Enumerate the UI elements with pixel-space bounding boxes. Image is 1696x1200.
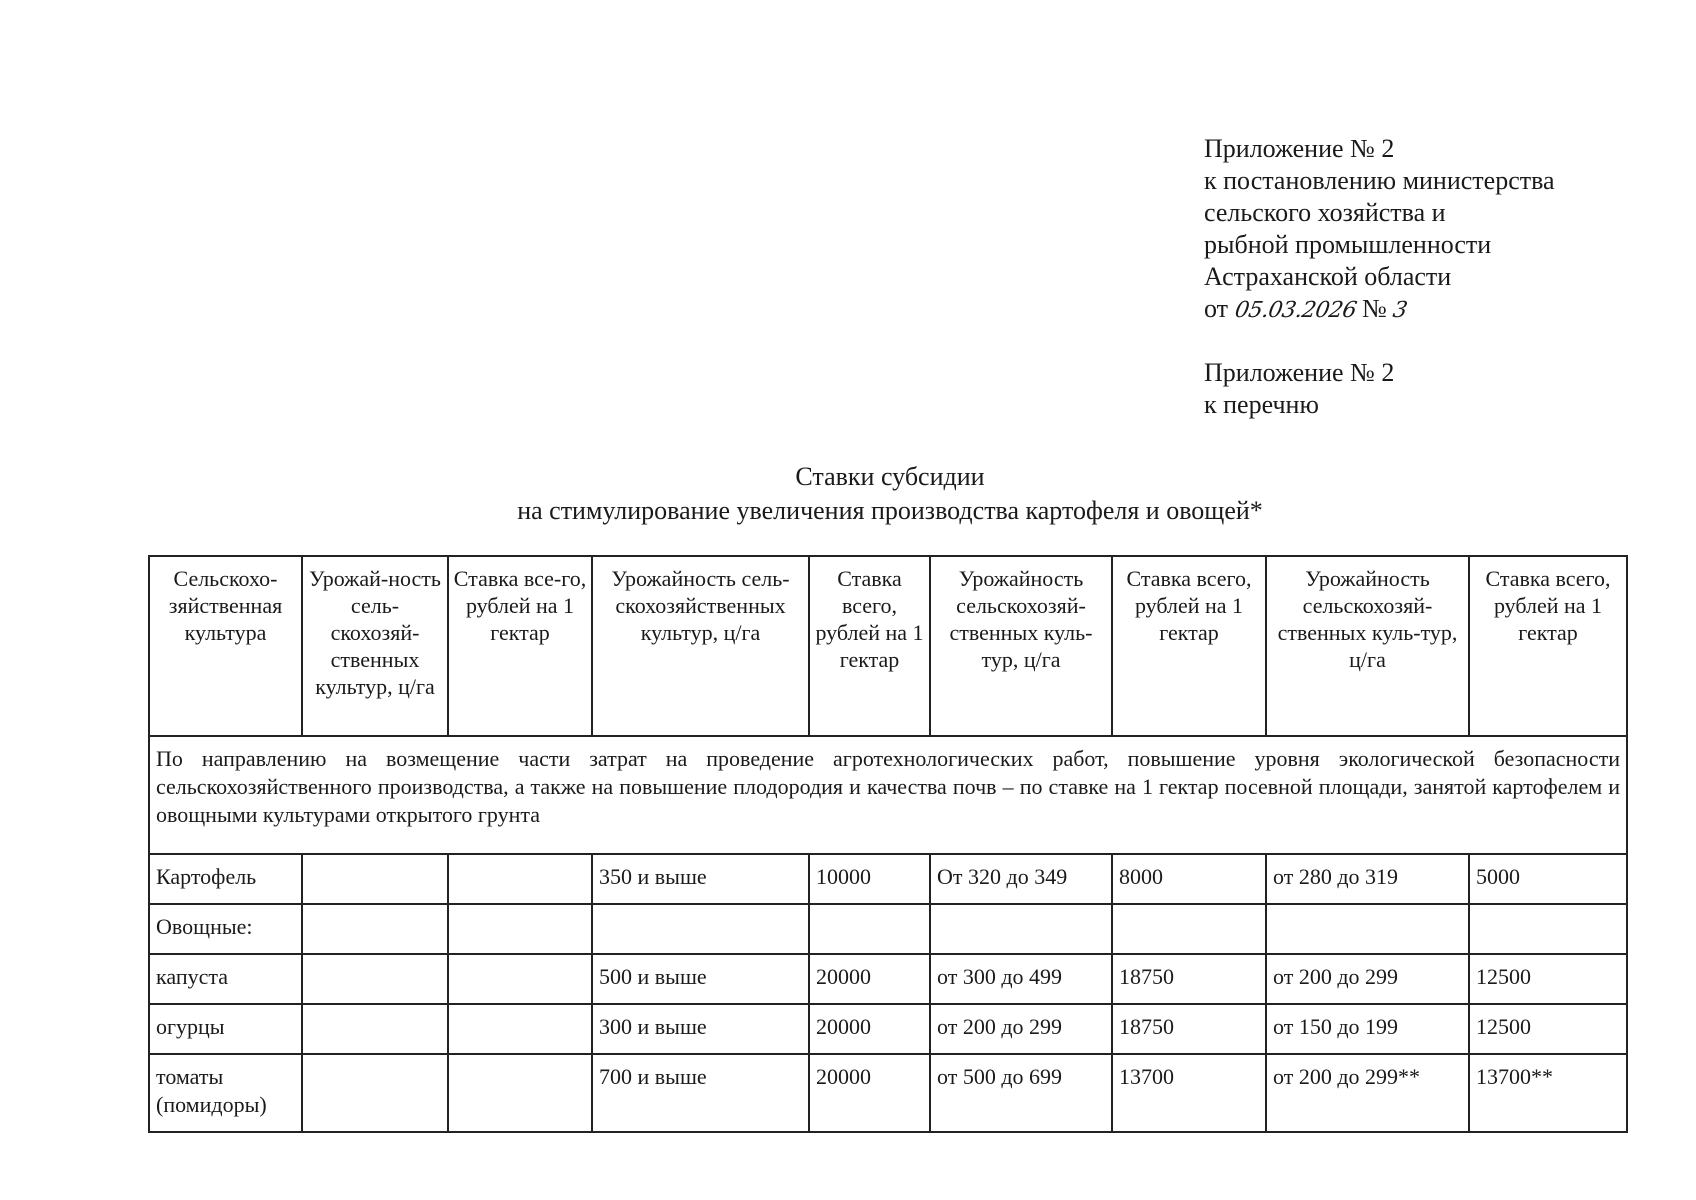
table-cell: от 200 до 299: [930, 1004, 1112, 1054]
header-cell: Урожайность сельскохозяй-ственных куль-тур, ц/га: [930, 556, 1112, 736]
section-note-row: [149, 736, 1627, 854]
header-cell: Ставка всего, рублей на 1 гектар: [809, 556, 930, 736]
table-cell: 20000: [809, 1054, 930, 1132]
appendix-block: [1204, 133, 1555, 421]
table-cell: томаты (помидоры): [149, 1054, 302, 1132]
table-cell: Овощные:: [149, 904, 302, 954]
table-cell: [302, 854, 448, 904]
date-prefix: от: [1204, 294, 1229, 323]
header-cell: Ставка все-го, рублей на 1 гектар: [448, 556, 592, 736]
subsidy-rates-table: [148, 555, 1628, 1133]
table-row: [149, 1004, 1627, 1054]
table-cell: [1469, 904, 1627, 954]
table-cell: от 280 до 319: [1266, 854, 1469, 904]
table-row: [149, 954, 1627, 1004]
appendix-line: Астраханской области: [1204, 262, 1452, 291]
appendix-second-line: к перечню: [1204, 390, 1319, 419]
handwritten-number: 3: [1391, 298, 1410, 323]
table-header-row: [149, 556, 1627, 736]
table-cell: от 200 до 299: [1266, 954, 1469, 1004]
table-cell: 5000: [1469, 854, 1627, 904]
table-cell: 350 и выше: [592, 854, 809, 904]
header-cell: Урожайность сельскохозяй-ственных куль-тур, ц/га: [1266, 556, 1469, 736]
table-cell: от 500 до 699: [930, 1054, 1112, 1132]
section-note: По направлению на возмещение части затрат на проведение агротехнологических работ, повышение уровня экологической безопасности сельскохозяйственного производства, а также на повышение плодородия и качества почв – по ставке на 1 гектар посевной площади, занятой картофелем и овощными культурами открытого грунта: [149, 736, 1627, 854]
table-cell: от 150 до 199: [1266, 1004, 1469, 1054]
table-cell: 12500: [1469, 954, 1627, 1004]
table-cell: 500 и выше: [592, 954, 809, 1004]
table-cell: 10000: [809, 854, 930, 904]
table-cell: 18750: [1112, 954, 1266, 1004]
table-cell: Картофель: [149, 854, 302, 904]
table-cell: [448, 1004, 592, 1054]
header-cell: Урожайность сель-скохозяйственных культур, ц/га: [592, 556, 809, 736]
table-cell: [302, 1004, 448, 1054]
table-cell: [448, 954, 592, 1004]
table-cell: от 200 до 299**: [1266, 1054, 1469, 1132]
table-cell: [302, 954, 448, 1004]
table-cell: От 320 до 349: [930, 854, 1112, 904]
table-cell: 20000: [809, 1004, 930, 1054]
table-cell: 300 и выше: [592, 1004, 809, 1054]
table-cell: огурцы: [149, 1004, 302, 1054]
table-cell: [592, 904, 809, 954]
table-cell: 20000: [809, 954, 930, 1004]
table-cell: [448, 854, 592, 904]
header-cell: Ставка всего, рублей на 1 гектар: [1112, 556, 1266, 736]
table-row: [149, 854, 1627, 904]
header-cell: Сельскохо-зяйственная культура: [149, 556, 302, 736]
table-cell: капуста: [149, 954, 302, 1004]
header-cell: Урожай-ность сель-скохозяй-ственных культур, ц/га: [302, 556, 448, 736]
title-line-1: Ставки субсидии: [795, 462, 985, 491]
number-prefix: №: [1362, 294, 1387, 323]
table-cell: 13700: [1112, 1054, 1266, 1132]
handwritten-date: 05.03.2026: [1232, 298, 1358, 323]
table-cell: от 300 до 499: [930, 954, 1112, 1004]
table-cell: 12500: [1469, 1004, 1627, 1054]
table-cell: [302, 904, 448, 954]
table-cell: [930, 904, 1112, 954]
table-cell: [448, 904, 592, 954]
table-cell: 700 и выше: [592, 1054, 809, 1132]
table-cell: 8000: [1112, 854, 1266, 904]
document-title: [0, 460, 1696, 528]
appendix-line: Приложение № 2: [1204, 134, 1395, 163]
table-cell: 13700**: [1469, 1054, 1627, 1132]
table-cell: [302, 1054, 448, 1132]
table-cell: [809, 904, 930, 954]
appendix-date-line: [1204, 293, 1555, 327]
title-line-2: на стимулирование увеличения производства картофеля и овощей*: [517, 496, 1263, 525]
table-row: [149, 1054, 1627, 1132]
table-cell: [1266, 904, 1469, 954]
table-cell: [1112, 904, 1266, 954]
table-row: [149, 904, 1627, 954]
appendix-line: к постановлению министерства: [1204, 166, 1555, 195]
appendix-line: рыбной промышленности: [1204, 230, 1492, 259]
appendix-line: сельского хозяйства и: [1204, 198, 1446, 227]
appendix-second-line: Приложение № 2: [1204, 358, 1395, 387]
header-cell: Ставка всего, рублей на 1 гектар: [1469, 556, 1627, 736]
table-cell: 18750: [1112, 1004, 1266, 1054]
table-cell: [448, 1054, 592, 1132]
